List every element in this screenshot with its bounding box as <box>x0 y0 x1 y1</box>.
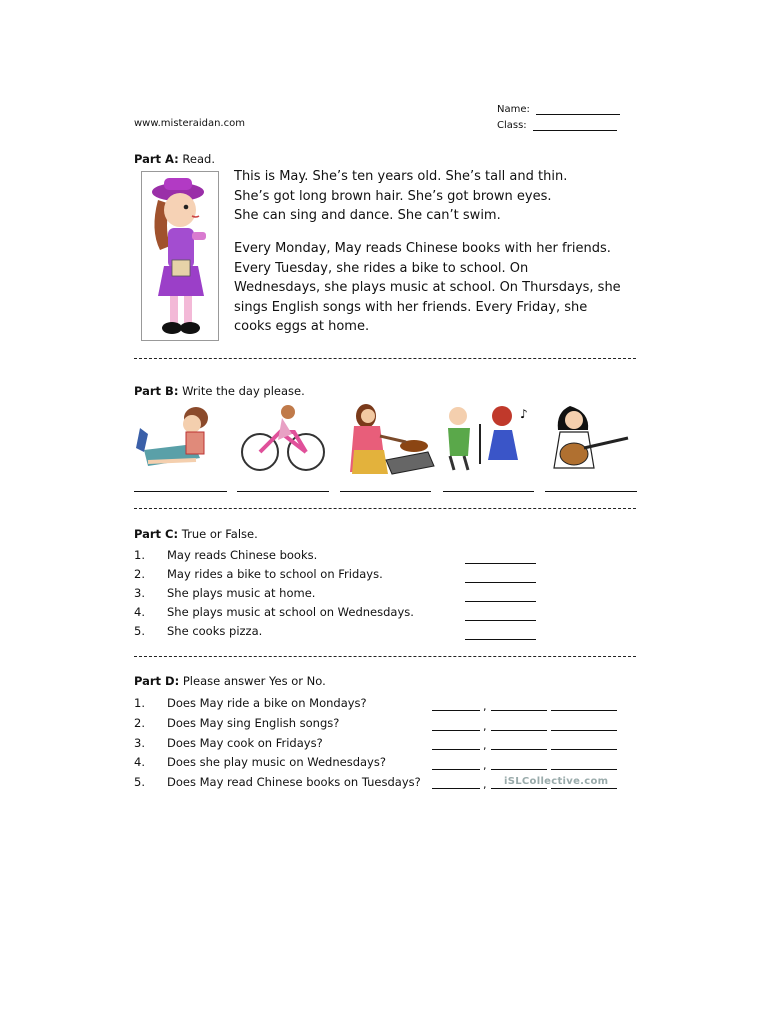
class-label: Class: <box>497 120 527 131</box>
answer-blank[interactable] <box>491 730 547 731</box>
true-false-blank[interactable] <box>465 620 536 621</box>
day-answer-blank-5[interactable] <box>545 491 637 492</box>
true-false-statement: She plays music at school on Wednesdays. <box>167 605 414 619</box>
name-label: Name: <box>497 104 530 115</box>
part-c-title: True or False. <box>181 527 258 541</box>
part-c-label: Part C: <box>134 527 179 541</box>
answer-blank[interactable] <box>551 730 617 731</box>
svg-text:♪: ♪ <box>520 407 528 421</box>
comma: , <box>483 778 487 791</box>
section-divider <box>134 358 636 359</box>
yes-no-blank[interactable] <box>432 730 480 731</box>
paragraph-line: sings English songs with her friends. Every Friday, she <box>234 299 588 315</box>
paragraph-line: She can sing and dance. She can’t swim. <box>234 208 501 223</box>
part-d-label: Part D: <box>134 674 180 688</box>
part-d-heading <box>134 674 326 688</box>
item-number: 1. <box>134 548 145 562</box>
day-answer-blank-2[interactable] <box>237 491 329 492</box>
part-b-heading <box>134 384 305 398</box>
true-false-blank[interactable] <box>465 639 536 640</box>
item-number: 1. <box>134 696 145 710</box>
answer-blank[interactable] <box>551 749 617 750</box>
name-blank[interactable] <box>536 105 620 115</box>
part-b-title: Write the day please. <box>182 384 305 398</box>
answer-blank[interactable] <box>551 769 617 770</box>
woman-cooking-icon <box>346 402 436 476</box>
paragraph-line: Every Tuesday, she rides a bike to school. On <box>234 260 529 276</box>
yes-no-question: Does May sing English songs? <box>167 716 340 730</box>
part-d-title: Please answer Yes or No. <box>182 674 326 688</box>
name-row <box>497 104 620 115</box>
true-false-blank[interactable] <box>465 601 536 602</box>
day-answer-blank-3[interactable] <box>340 491 431 492</box>
part-c-heading <box>134 527 258 541</box>
day-answer-blank-1[interactable] <box>134 491 227 492</box>
people-singing-icon <box>440 404 532 472</box>
part-a-label: Part A: <box>134 152 179 166</box>
item-number: 3. <box>134 586 145 600</box>
may-girl-picture <box>141 171 219 341</box>
comma: , <box>483 720 487 733</box>
part-a-heading <box>134 152 215 166</box>
true-false-statement: She plays music at home. <box>167 586 316 600</box>
website-label: www.misteraidan.com <box>134 118 245 129</box>
yes-no-question: Does May read Chinese books on Tuesdays? <box>167 775 421 789</box>
answer-blank[interactable] <box>491 710 547 711</box>
section-divider <box>134 656 636 657</box>
paragraph-line: This is May. She’s ten years old. She’s tall and thin. <box>234 169 568 184</box>
yes-no-question: Does May ride a bike on Mondays? <box>167 696 367 710</box>
comma: , <box>483 700 487 713</box>
paragraph-line: Every Monday, May reads Chinese books with her friends. <box>234 241 611 256</box>
item-number: 2. <box>134 716 145 730</box>
answer-blank[interactable] <box>491 749 547 750</box>
yes-no-blank[interactable] <box>432 788 480 789</box>
class-row <box>497 120 617 131</box>
section-divider <box>134 508 636 509</box>
item-number: 5. <box>134 775 145 789</box>
answer-blank[interactable] <box>491 788 547 789</box>
item-number: 3. <box>134 736 145 750</box>
item-number: 5. <box>134 624 145 638</box>
answer-blank[interactable] <box>491 769 547 770</box>
yes-no-question: Does May cook on Fridays? <box>167 736 323 750</box>
true-false-blank[interactable] <box>465 582 536 583</box>
true-false-blank[interactable] <box>465 563 536 564</box>
yes-no-blank[interactable] <box>432 769 480 770</box>
paragraph-line: cooks eggs at home. <box>234 319 370 334</box>
part-a-paragraph-1 <box>234 167 644 226</box>
girl-reading-icon <box>134 404 218 472</box>
true-false-statement: She cooks pizza. <box>167 624 263 638</box>
yes-no-blank[interactable] <box>432 710 480 711</box>
yes-no-blank[interactable] <box>432 749 480 750</box>
girl-playing-guitar-icon <box>546 402 636 474</box>
yes-no-question: Does she play music on Wednesdays? <box>167 755 386 769</box>
answer-blank[interactable] <box>551 710 617 711</box>
part-a-paragraph-2 <box>234 239 644 337</box>
true-false-statement: May rides a bike to school on Fridays. <box>167 567 383 581</box>
item-number: 4. <box>134 755 145 769</box>
watermark: iSLCollective.com <box>504 776 609 787</box>
comma: , <box>483 739 487 752</box>
paragraph-line: She’s got long brown hair. She’s got brown eyes. <box>234 188 552 204</box>
day-answer-blank-4[interactable] <box>443 491 534 492</box>
class-blank[interactable] <box>533 121 617 131</box>
comma: , <box>483 759 487 772</box>
part-a-title: Read. <box>182 152 215 166</box>
may-girl-icon <box>142 172 218 340</box>
item-number: 4. <box>134 605 145 619</box>
paragraph-line: Wednesdays, she plays music at school. On Thursdays, she <box>234 280 621 295</box>
item-number: 2. <box>134 567 145 581</box>
true-false-statement: May reads Chinese books. <box>167 548 318 562</box>
answer-blank[interactable] <box>551 788 617 789</box>
girl-riding-bike-icon <box>238 402 328 474</box>
part-b-label: Part B: <box>134 384 179 398</box>
